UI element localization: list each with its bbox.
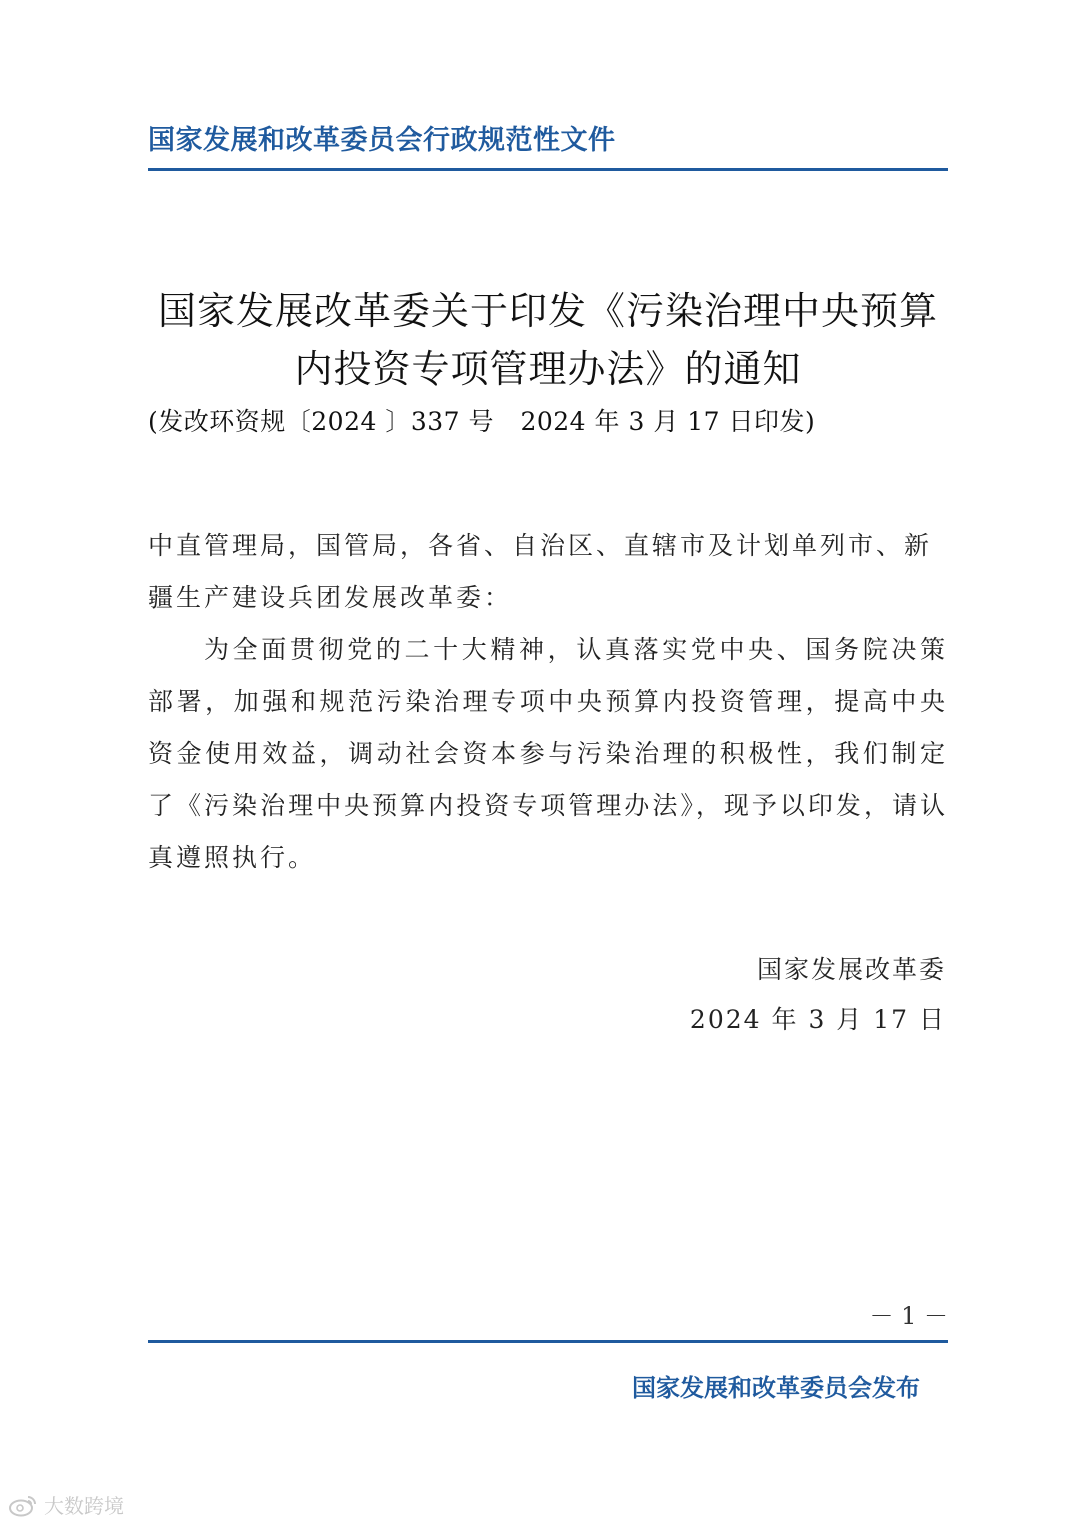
footer-publisher: 国家发展和改革委员会发布 [632,1374,920,1402]
addressee-line-2: 疆生产建设兵团发展改革委： [148,583,513,612]
document-title [140,282,956,398]
signature-date: 2024 年 3 月 17 日 [689,1005,946,1034]
body-paragraph: 为全面贯彻党的二十大精神，认真落实党中央、国务院决策部署，加强和规范污染治理专项中央预算内投资管理，提高中央资金使用效益，调动社会资本参与污染治理的积极性，我们制定了《污染治理中央预算内投资专项管理办法》，现予以印发，请认真遵照执行。 [148,635,948,872]
document-title-line-2: 内投资专项管理办法》的通知 [294,347,802,391]
footer-divider [148,1340,948,1343]
document-number-line [148,402,948,442]
document-body [148,520,948,884]
signatory: 国家发展改革委 [756,955,946,984]
header-title: 国家发展和改革委员会行政规范性文件 [148,125,616,156]
addressee [148,520,948,624]
header-divider [148,168,948,171]
weibo-logo-icon [8,1493,38,1517]
watermark-text: 大数跨境 [44,1494,124,1518]
issue-date: 2024 年 3 月 17 日印发) [520,407,816,436]
watermark [8,1490,124,1519]
page-number: － 1 － [869,1302,948,1330]
addressee-line-1: 中直管理局，国管局，各省、自治区、直辖市及计划单列市、新 [148,531,933,560]
signature-block [690,945,946,1045]
document-title-line-1: 国家发展改革委关于印发《污染治理中央预算 [157,289,938,333]
document-number: (发改环资规〔2024 〕337 号 [148,407,494,436]
